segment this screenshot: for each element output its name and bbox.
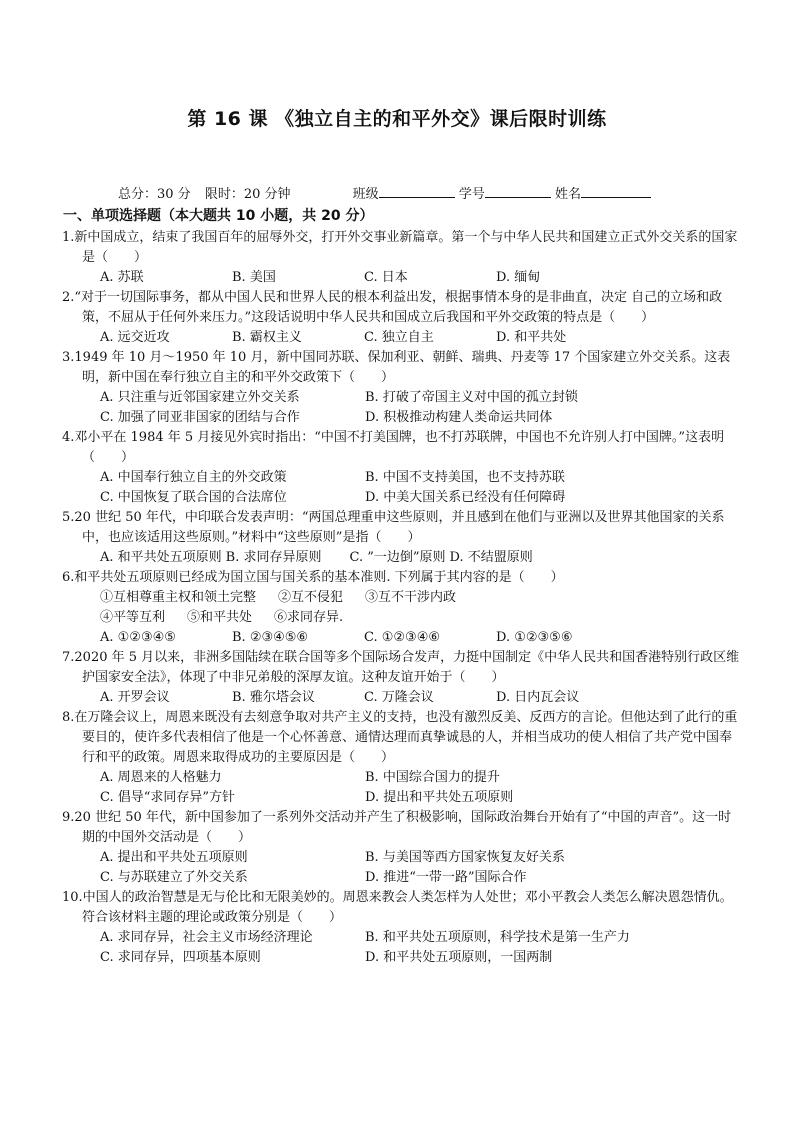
option-b[interactable]: B. 求同存异原则 xyxy=(225,550,322,565)
statement-item: ①互相尊重主权和领土完整 xyxy=(100,590,257,605)
question-1 xyxy=(62,228,742,288)
student-id-blank[interactable] xyxy=(485,185,551,198)
student-id-label: 学号 xyxy=(458,187,485,202)
question-stem: 2.“对于一切国际事务，都从中国人民和世界人民的根本利益出发，根据事情本身的是非曲直，决定 自己的立场和政策，不屈从于任何外来压力。”这段话说明中华人民共和国成立后我国和平外交政策的特点是（ ） xyxy=(62,290,723,325)
option-c[interactable]: C. 求同存异，四项基本原则 xyxy=(100,950,261,965)
question-stem: 10.中国人的政治智慧是无与伦比和无限美妙的。周恩来教会人类怎样为人处世；邓小平教会人类怎么解决恩怨情仇。符合该材料主题的理论或政策分别是（ ） xyxy=(62,890,733,925)
total-score: 总分：30 分 xyxy=(118,187,191,202)
option-b[interactable]: B. 中国不支持美国，也不支持苏联 xyxy=(365,470,565,485)
option-d[interactable]: D. ①②③⑤⑥ xyxy=(496,630,573,645)
option-b[interactable]: B. 打破了帝国主义对中国的孤立封锁 xyxy=(365,390,578,405)
option-a[interactable]: A. 周恩来的人格魅力 xyxy=(100,770,222,785)
option-c[interactable]: C. 独立自主 xyxy=(364,330,434,345)
question-3 xyxy=(62,348,742,428)
page-title: 第 16 课 《独立自主的和平外交》课后限时训练 xyxy=(187,108,607,130)
question-8 xyxy=(62,708,742,808)
option-b[interactable]: B. 雅尔塔会议 xyxy=(232,690,315,705)
option-d[interactable]: D. 积极推动构建人类命运共同体 xyxy=(365,410,553,425)
option-a[interactable]: A. 中国奉行独立自主的外交政策 xyxy=(100,470,287,485)
option-d[interactable]: D. 和平共处五项原则，一国两制 xyxy=(365,950,553,965)
option-b[interactable]: B. 和平共处五项原则，科学技术是第一生产力 xyxy=(365,930,630,945)
question-stem: 7.2020 年 5 月以来，非洲多国陆续在联合国等多个国际场合发声，力挺中国制定《中华人民共和国香港特别行政区维护国家安全法》，体现了中非兄弟般的深厚友谊。这种友谊开始于（ ） xyxy=(62,650,740,685)
question-4 xyxy=(62,428,742,508)
question-stem: 3.1949 年 10 月～1950 年 10 月，新中国同苏联、保加利亚、朝鲜、瑞典、丹麦等 17 个国家建立外交关系。这表明，新中国在奉行独立自主的和平外交政策下（ ） xyxy=(62,350,731,385)
option-c[interactable]: C. ①②③④⑥ xyxy=(364,630,441,645)
option-c[interactable]: C. 加强了同亚非国家的团结与合作 xyxy=(100,410,300,425)
option-d[interactable]: D. 缅甸 xyxy=(496,270,541,285)
option-d[interactable]: D. 和平共处 xyxy=(496,330,567,345)
option-d[interactable]: D. 不结盟原则 xyxy=(449,550,533,565)
name-label: 姓名 xyxy=(554,187,581,202)
question-stem: 1.新中国成立，结束了我国百年的屈辱外交，打开外交事业新篇章。第一个与中华人民共和国建立正式外交关系的国家是（ ） xyxy=(62,230,738,265)
option-c[interactable]: C. 中国恢复了联合国的合法席位 xyxy=(100,490,287,505)
option-b[interactable]: B. 中国综合国力的提升 xyxy=(365,770,500,785)
question-stem: 8.在万隆会议上，周恩来既没有去刻意争取对共产主义的支持，也没有激烈反美、反西方的言论。但他达到了此行的重要目的，使许多代表相信了他是一个心怀善意、通情达理而真挚诚恳的人，并相当成功的使人相信了共产党中国奉行和平的政策。周恩来取得成功的主要原因是（ ） xyxy=(62,710,738,765)
statement-item: ⑥求同存异. xyxy=(274,610,344,625)
question-list xyxy=(62,228,742,968)
class-label: 班级 xyxy=(352,187,379,202)
option-b[interactable]: B. 与美国等西方国家恢复友好关系 xyxy=(365,850,565,865)
option-d[interactable]: D. 日内瓦会议 xyxy=(496,690,580,705)
option-a[interactable]: A. 求同存异，社会主义市场经济理论 xyxy=(100,930,313,945)
option-a[interactable]: A. 苏联 xyxy=(100,270,144,285)
time-limit: 限时：20 分钟 xyxy=(204,187,291,202)
option-a[interactable]: A. 和平共处五项原则 xyxy=(100,550,222,565)
question-stem: 6.和平共处五项原则已经成为国立国与国关系的基本准则. 下列属于其内容的是（ ） xyxy=(62,570,564,585)
option-a[interactable]: A. ①②③④⑤ xyxy=(100,630,176,645)
option-a[interactable]: A. 开罗会议 xyxy=(100,690,170,705)
question-stem: 4.邓小平在 1984 年 5 月接见外宾时指出：“中国不打美国牌，也不打苏联牌，中国也不允许别人打中国牌。”这表明（ ） xyxy=(62,430,725,465)
exam-meta xyxy=(118,183,651,202)
option-c[interactable]: C. 万隆会议 xyxy=(364,690,434,705)
option-c[interactable]: C. 日本 xyxy=(364,270,408,285)
option-b[interactable]: B. 霸权主义 xyxy=(232,330,302,345)
option-c[interactable]: C. ”一边倒”原则 xyxy=(349,550,446,565)
option-b[interactable]: B. ②③④⑤⑥ xyxy=(232,630,309,645)
question-2 xyxy=(62,288,742,348)
statement-item: ⑤和平共处 xyxy=(187,610,253,625)
option-c[interactable]: C. 与苏联建立了外交关系 xyxy=(100,870,248,885)
question-stem: 9.20 世纪 50 年代，新中国参加了一系列外交活动并产生了积极影响，国际政治舞台开始有了“中国的声音”。这一时期的中国外交活动是（ ） xyxy=(62,810,732,845)
option-b[interactable]: B. 美国 xyxy=(232,270,276,285)
option-a[interactable]: A. 远交近攻 xyxy=(100,330,170,345)
name-blank[interactable] xyxy=(581,185,651,198)
question-9 xyxy=(62,808,742,888)
question-stem: 5.20 世纪 50 年代，中印联合发表声明：“两国总理重申这些原则，并且感到在他们与亚洲以及世界其他国家的关系中，也应该适用这些原则。”材料中“这些原则”是指（ ） xyxy=(62,510,725,545)
option-d[interactable]: D. 中美大国关系已经没有任何障碍 xyxy=(365,490,566,505)
option-d[interactable]: D. 提出和平共处五项原则 xyxy=(365,790,514,805)
statement-item: ②互不侵犯 xyxy=(278,590,344,605)
section-heading: 一、单项选择题（本大题共 10 小题，共 20 分） xyxy=(63,208,374,224)
question-10 xyxy=(62,888,742,968)
question-6 xyxy=(62,568,742,648)
statement-list xyxy=(62,588,742,628)
option-a[interactable]: A. 只注重与近邻国家建立外交关系 xyxy=(100,390,300,405)
option-a[interactable]: A. 提出和平共处五项原则 xyxy=(100,850,248,865)
statement-item: ④平等互利 xyxy=(100,610,166,625)
statement-item: ③互不干涉内政 xyxy=(365,590,457,605)
class-blank[interactable] xyxy=(379,185,455,198)
option-d[interactable]: D. 推进“一带一路”国际合作 xyxy=(365,870,527,885)
question-7 xyxy=(62,648,742,708)
option-c[interactable]: C. 倡导“求同存异”方针 xyxy=(100,790,236,805)
question-5 xyxy=(62,508,742,568)
